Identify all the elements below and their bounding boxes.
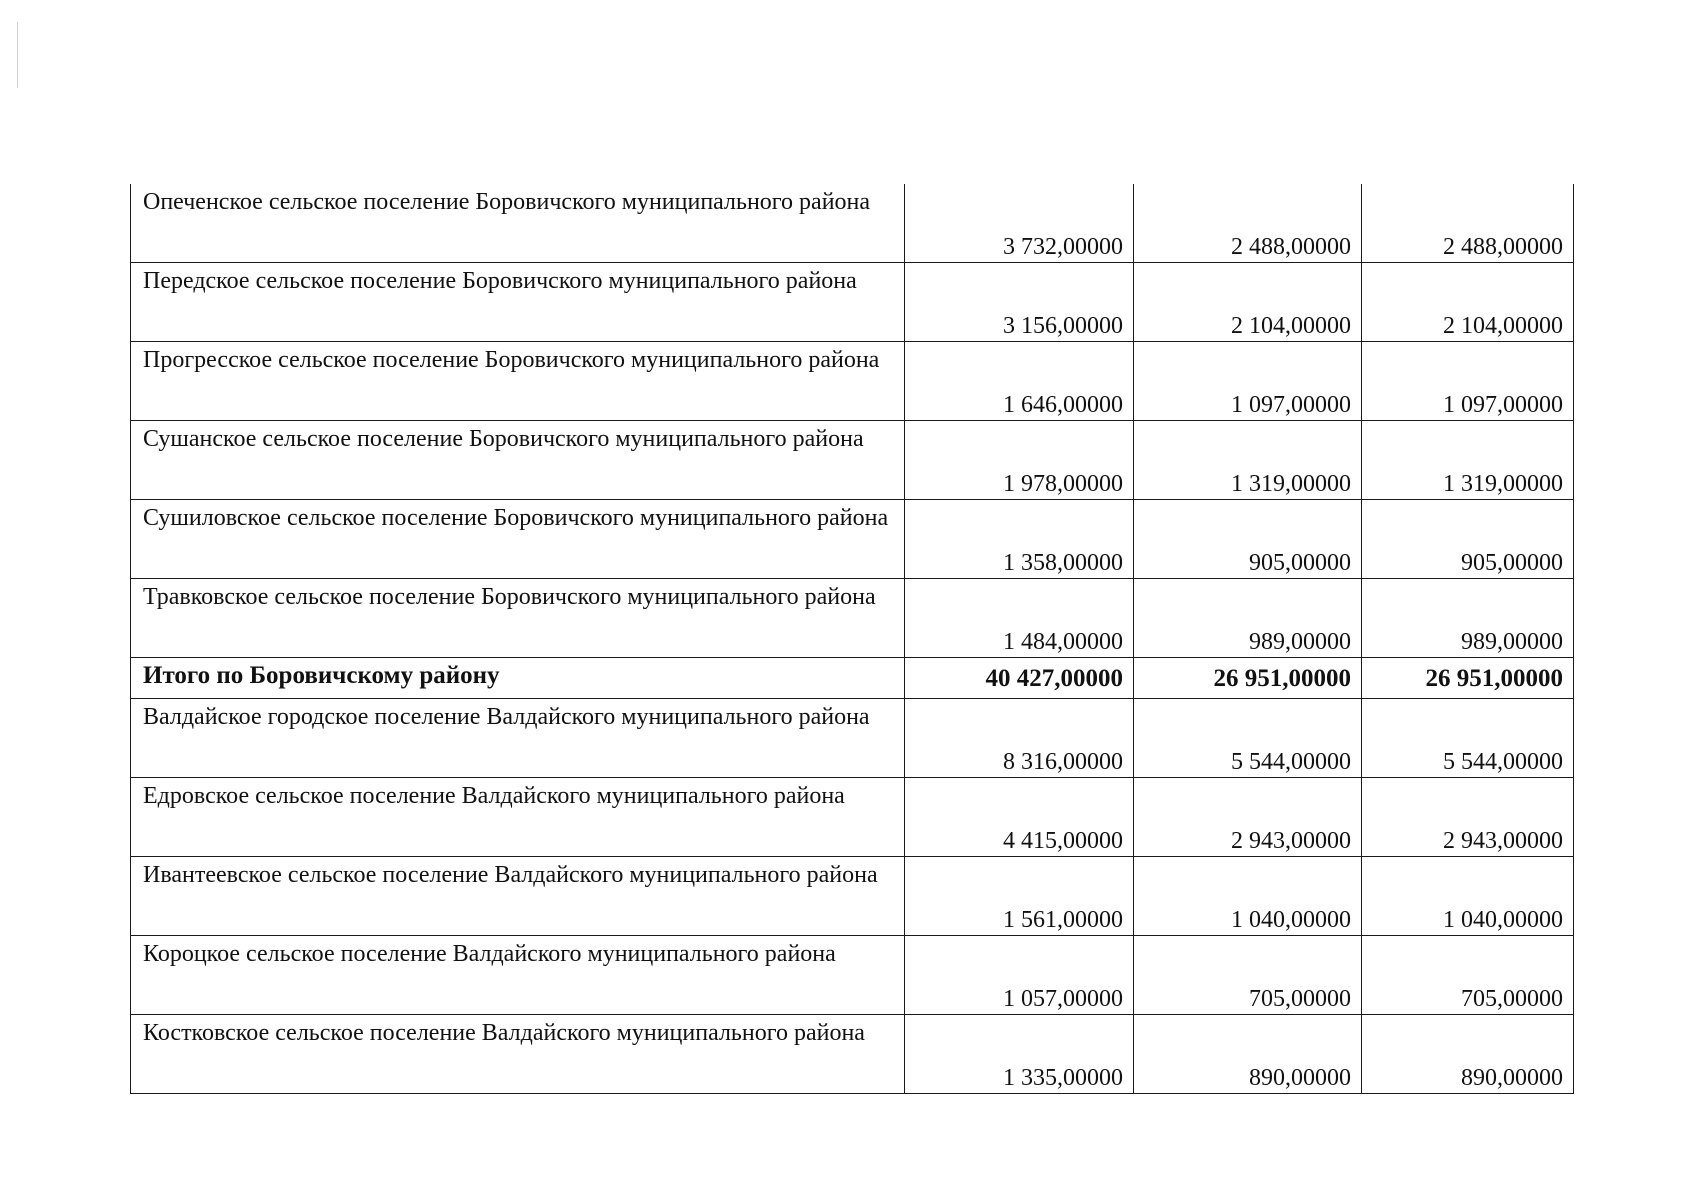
amount-col-3: 989,00000 xyxy=(1461,629,1563,655)
amount-col-1: 4 415,00000 xyxy=(1003,828,1123,854)
amount-col-2: 989,00000 xyxy=(1249,629,1351,655)
settlement-name: Опеченское сельское поселение Боровичского муниципального района xyxy=(131,184,905,263)
table-row xyxy=(131,699,1574,778)
amount-col-1: 3 156,00000 xyxy=(1003,313,1123,339)
amount-col-1: 1 484,00000 xyxy=(1003,629,1123,655)
amount-col-2: 905,00000 xyxy=(1249,550,1351,576)
amount-col-1: 1 057,00000 xyxy=(1003,986,1123,1012)
settlement-name: Сушанское сельское поселение Боровичского муниципального района xyxy=(131,421,905,500)
amount-col-1: 1 358,00000 xyxy=(1003,550,1123,576)
amount-col-1: 3 732,00000 xyxy=(1003,234,1123,260)
amount-col-3: 1 319,00000 xyxy=(1443,471,1563,497)
amount-col-2: 1 097,00000 xyxy=(1231,392,1351,418)
amount-col-2: 2 104,00000 xyxy=(1231,313,1351,339)
scan-artifact xyxy=(17,22,18,88)
settlement-name: Костковское сельское поселение Валдайского муниципального района xyxy=(131,1015,905,1094)
settlement-name: Передское сельское поселение Боровичского муниципального района xyxy=(131,263,905,342)
amount-col-3: 905,00000 xyxy=(1461,550,1563,576)
table-row xyxy=(131,1015,1574,1094)
total-amount-col-2: 26 951,00000 xyxy=(1213,664,1351,692)
amount-col-3: 2 488,00000 xyxy=(1443,234,1563,260)
amount-col-2: 5 544,00000 xyxy=(1231,749,1351,775)
table-row xyxy=(131,263,1574,342)
table-row xyxy=(131,184,1574,263)
amount-col-1: 8 316,00000 xyxy=(1003,749,1123,775)
amount-col-3: 890,00000 xyxy=(1461,1065,1563,1091)
amount-col-2: 890,00000 xyxy=(1249,1065,1351,1091)
amount-col-3: 705,00000 xyxy=(1461,986,1563,1012)
settlement-name: Ивантеевское сельское поселение Валдайского муниципального района xyxy=(131,857,905,936)
table-row xyxy=(131,857,1574,936)
amount-col-3: 1 040,00000 xyxy=(1443,907,1563,933)
settlement-name: Короцкое сельское поселение Валдайского муниципального района xyxy=(131,936,905,1015)
amount-col-3: 2 104,00000 xyxy=(1443,313,1563,339)
settlement-name: Сушиловское сельское поселение Боровичского муниципального района xyxy=(131,500,905,579)
total-amount-col-1: 40 427,00000 xyxy=(985,664,1123,692)
table-row xyxy=(131,778,1574,857)
total-amount-col-3: 26 951,00000 xyxy=(1425,664,1563,692)
budget-table xyxy=(130,184,1574,1094)
amount-col-1: 1 978,00000 xyxy=(1003,471,1123,497)
amount-col-2: 705,00000 xyxy=(1249,986,1351,1012)
amount-col-3: 1 097,00000 xyxy=(1443,392,1563,418)
table-row xyxy=(131,936,1574,1015)
amount-col-1: 1 561,00000 xyxy=(1003,907,1123,933)
amount-col-2: 1 319,00000 xyxy=(1231,471,1351,497)
amount-col-2: 1 040,00000 xyxy=(1231,907,1351,933)
table-row xyxy=(131,500,1574,579)
settlement-name: Валдайское городское поселение Валдайского муниципального района xyxy=(131,699,905,778)
amount-col-1: 1 646,00000 xyxy=(1003,392,1123,418)
table-row xyxy=(131,579,1574,658)
settlement-name: Едровское сельское поселение Валдайского муниципального района xyxy=(131,778,905,857)
settlement-name: Прогресское сельское поселение Боровичского муниципального района xyxy=(131,342,905,421)
table-row xyxy=(131,421,1574,500)
amount-col-2: 2 488,00000 xyxy=(1231,234,1351,260)
amount-col-3: 5 544,00000 xyxy=(1443,749,1563,775)
amount-col-3: 2 943,00000 xyxy=(1443,828,1563,854)
settlement-name: Травковское сельское поселение Боровичского муниципального района xyxy=(131,579,905,658)
amount-col-1: 1 335,00000 xyxy=(1003,1065,1123,1091)
amount-col-2: 2 943,00000 xyxy=(1231,828,1351,854)
table-row xyxy=(131,342,1574,421)
table-row-total xyxy=(131,658,1574,699)
total-label: Итого по Боровичскому району xyxy=(131,658,905,699)
